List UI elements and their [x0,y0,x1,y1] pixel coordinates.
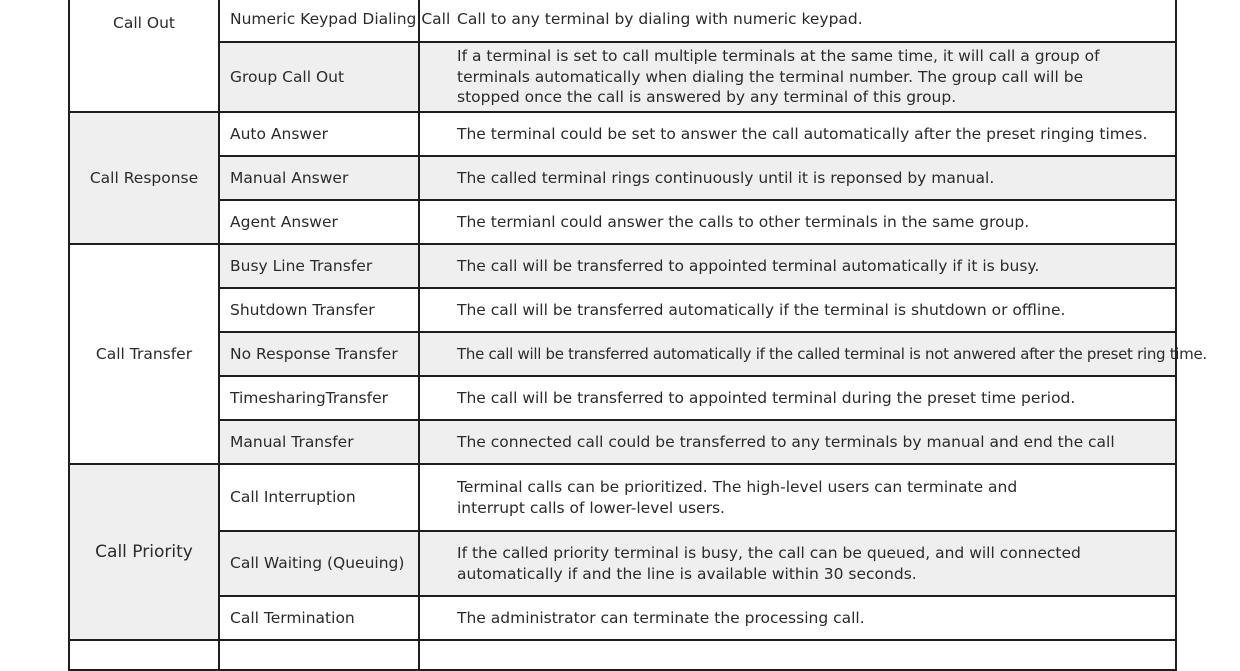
feature-cell: Shutdown Transfer [219,288,419,332]
description-cell: The administrator can terminate the processing call. [419,596,1176,640]
feature-cell: Auto Answer [219,112,419,156]
category-call-response: Call Response [69,112,219,244]
table-row [69,332,1176,376]
table-row [69,112,1176,156]
category-call-out: Call Out [69,0,219,112]
table-row [69,596,1176,640]
table-row [69,376,1176,420]
feature-cell: Group Call Out [219,42,419,112]
category-call-transfer: Call Transfer [69,244,219,464]
description-cell: The terminal could be set to answer the call automatically after the preset ringing times. [419,112,1176,156]
table-row [69,0,1176,42]
table-row [69,200,1176,244]
description-cell: The called terminal rings continuously until it is reponsed by manual. [419,156,1176,200]
description-cell: If a terminal is set to call multiple terminals at the same time, it will call a group of terminals automatically when dialing the terminal number. The group call will be stopped once the call is answered by any terminal of this group. [419,42,1176,112]
table-row [69,288,1176,332]
description-cell: The call will be transferred automatically if the called terminal is not anwered after the preset ring time. [419,332,1176,376]
description-cell [419,640,1176,670]
feature-cell: No Response Transfer [219,332,419,376]
category-call-priority: Call Priority [69,464,219,640]
feature-cell: Agent Answer [219,200,419,244]
call-features-table [68,0,1207,671]
description-cell: The call will be transferred to appointed terminal during the preset time period. [419,376,1176,420]
feature-cell: Call Termination [219,596,419,640]
table-row [69,156,1176,200]
description-cell: The termianl could answer the calls to other terminals in the same group. [419,200,1176,244]
description-cell: The call will be transferred automatically if the terminal is shutdown or offline. [419,288,1176,332]
feature-cell: Call Interruption [219,464,419,531]
description-cell: If the called priority terminal is busy, the call can be queued, and will connected automatically if and the line is available within 30 seconds. [419,531,1176,596]
table-row [69,420,1176,464]
table-row [69,531,1176,596]
feature-cell: Manual Answer [219,156,419,200]
category-cell [69,640,219,670]
table-row [69,244,1176,288]
description-cell: Call to any terminal by dialing with numeric keypad. [419,0,1176,42]
description-cell: The connected call could be transferred to any terminals by manual and end the call [419,420,1176,464]
feature-cell: Manual Transfer [219,420,419,464]
feature-cell: Call Waiting (Queuing) [219,531,419,596]
feature-cell: TimesharingTransfer [219,376,419,420]
feature-cell: Numeric Keypad Dialing Call [219,0,419,42]
table-row [69,464,1176,531]
feature-cell: Busy Line Transfer [219,244,419,288]
description-cell: Terminal calls can be prioritized. The high-level users can terminate and interrupt calls of lower-level users. [419,464,1176,531]
description-cell: The call will be transferred to appointed terminal automatically if it is busy. [419,244,1176,288]
table-row [69,42,1176,112]
table-row [69,640,1176,670]
feature-cell [219,640,419,670]
